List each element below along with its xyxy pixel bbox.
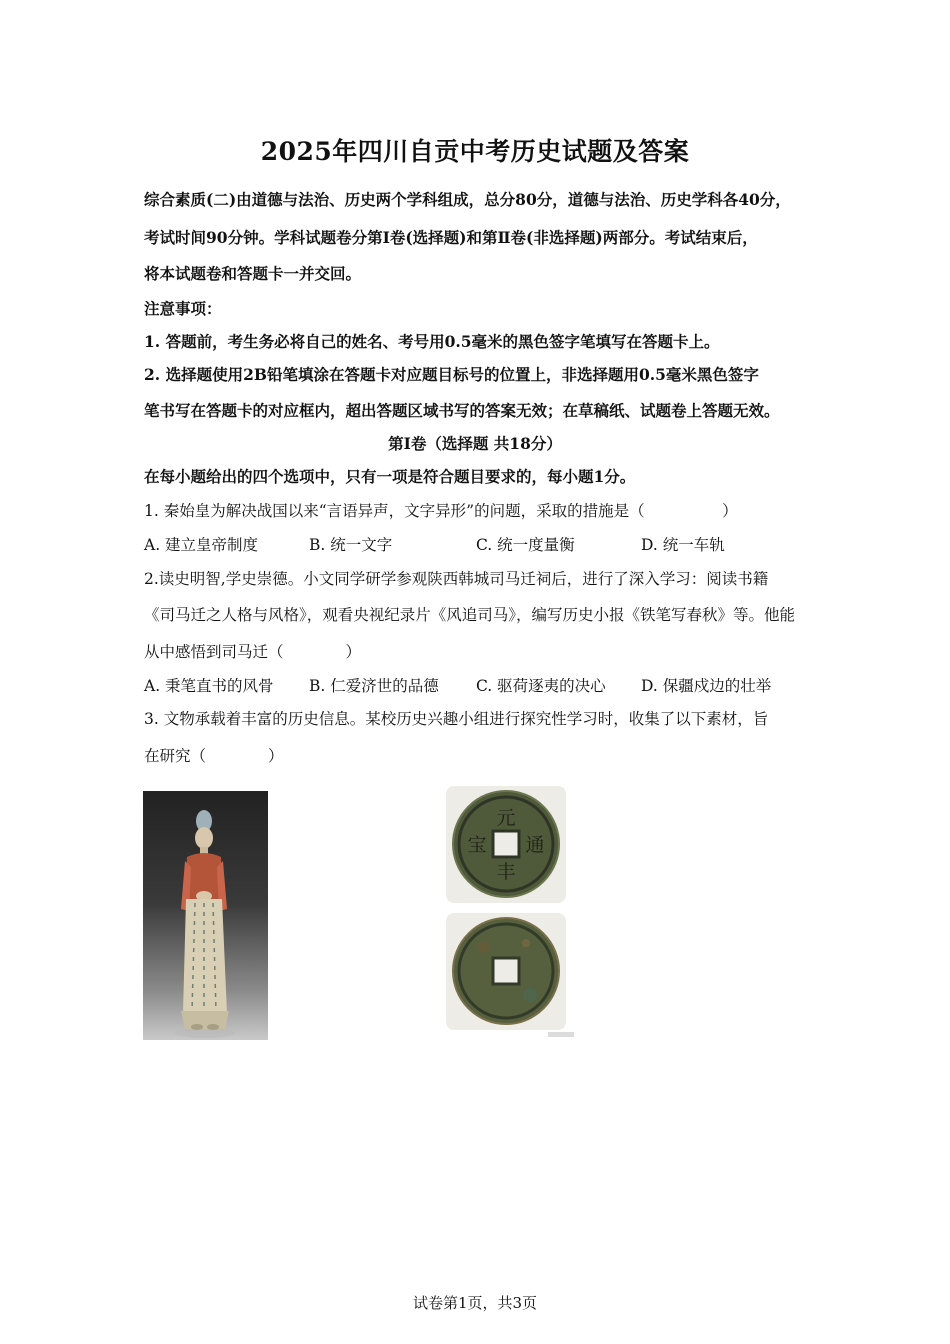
figurine-illustration xyxy=(143,791,268,1040)
coin-char-left: 宝 xyxy=(467,834,487,856)
notice-heading: 注意事项： xyxy=(144,299,222,318)
option-a: A. 秉笔直书的风骨 xyxy=(144,677,274,695)
pottery-figurine-image xyxy=(143,791,268,1040)
option-d: D. 统一车轨 xyxy=(641,536,725,554)
option-d: D. 保疆戍边的壮举 xyxy=(641,677,772,695)
coin-char-top: 元 xyxy=(496,807,516,829)
option-b: B. 仁爱济世的品德 xyxy=(309,677,439,695)
intro-line-3: 将本试题卷和答题卡一并交回。 xyxy=(144,264,362,283)
question-2-stem-line-2: 《司马迁之人格与风格》，观看央视纪录片《风追司马》，编写历史小报《铁笔写春秋》等。他能 xyxy=(144,606,796,624)
notice-line-3: 笔书写在答题卡的对应框内，超出答题区域书写的答案无效；在草稿纸、试题卷上答题无效。 xyxy=(144,401,780,420)
section-instruction: 在每小题给出的四个选项中，只有一项是符合题目要求的，每小题1分。 xyxy=(144,467,636,486)
option-c: C. 统一度量衡 xyxy=(476,536,575,554)
notice-line-1: 1. 答题前，考生务必将自己的姓名、考号用0.5毫米的黑色签字笔填写在答题卡上。 xyxy=(144,332,720,351)
option-c: C. 驱荷逐夷的决心 xyxy=(476,677,606,695)
question-1-options xyxy=(144,535,824,555)
option-b: B. 统一文字 xyxy=(309,536,393,554)
page-title: 2025年四川自贡中考历史试题及答案 xyxy=(260,137,690,166)
question-2-stem-line-3: 从中感悟到司马迁（ ） xyxy=(144,643,362,661)
question-2-stem-line-1: 2.读史明智,学史崇德。小文同学研学参观陕西韩城司马迁祠后，进行了深入学习：阅读书籍 xyxy=(144,570,769,588)
question-3-stem-line-2: 在研究（ ） xyxy=(144,747,284,765)
image-watermark xyxy=(548,1032,574,1037)
coin-reverse-image xyxy=(446,913,566,1030)
coin-char-right: 通 xyxy=(525,834,545,856)
option-a: A. 建立皇帝制度 xyxy=(144,536,259,554)
question-2-options xyxy=(144,676,824,696)
intro-line-1: 综合素质(二)由道德与法治、历史两个学科组成，总分80分，道德与法治、历史学科各40分， xyxy=(144,190,791,209)
notice-line-2: 2. 选择题使用2B铅笔填涂在答题卡对应题目标号的位置上，非选择题用0.5毫米黑色签字 xyxy=(144,365,759,384)
coin-obverse-image xyxy=(446,786,566,903)
page-footer: 试卷第1页，共3页 xyxy=(412,1294,538,1312)
question-3-stem-line-1: 3. 文物承载着丰富的历史信息。某校历史兴趣小组进行探究性学习时，收集了以下素材，旨 xyxy=(144,710,769,728)
intro-line-2: 考试时间90分钟。学科试题卷分第Ⅰ卷(选择题)和第Ⅱ卷(非选择题)两部分。考试结束后， xyxy=(144,228,758,247)
question-1-stem: 1. 秦始皇为解决战国以来“言语异声，文字异形”的问题，采取的措施是（ ） xyxy=(144,502,738,520)
coin-obverse-illustration xyxy=(446,786,566,903)
section-title: 第Ⅰ卷（选择题 共18分） xyxy=(388,434,562,453)
coin-char-bottom: 丰 xyxy=(496,861,516,883)
coin-reverse-illustration xyxy=(446,913,566,1030)
